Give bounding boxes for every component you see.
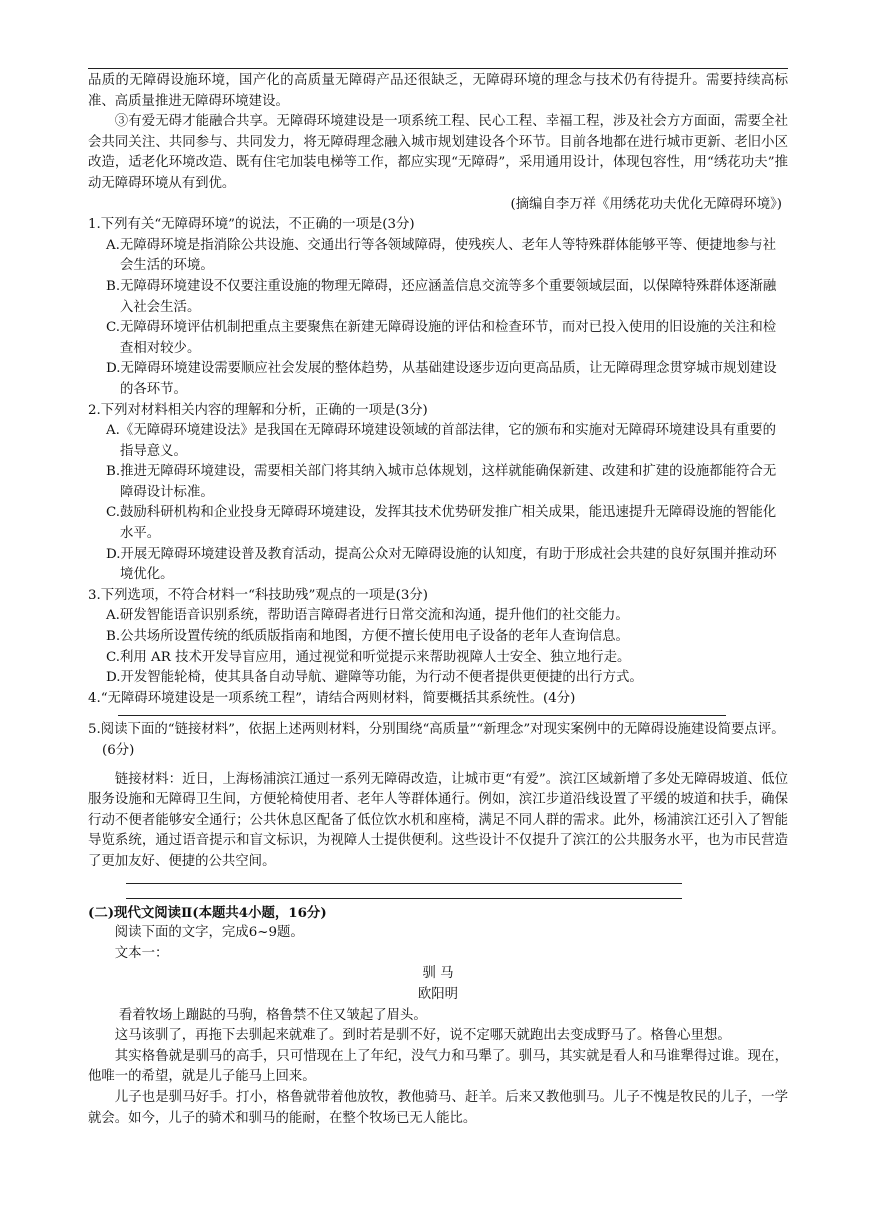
top-rule (88, 68, 788, 69)
passage-paragraph: 品质的无障碍设施环境，国产化的高质量无障碍产品还很缺乏，无障碍环境的理念与技术仍有待提升。需要持续高标准、高质量推进无障碍环境建设。 (88, 73, 788, 109)
option-d: D.无障碍环境建设需要顺应社会发展的整体趋势，从基础建设逐步迈向更高品质，让无障碍理念贯穿城市规划建设的各环节。 (106, 361, 777, 397)
question-stem: 1.下列有关“无障碍环境”的说法，不正确的一项是(3分) (88, 217, 415, 233)
document-page (88, 68, 788, 1129)
link-material: 链接材料：近日，上海杨浦滨江通过一系列无障碍改造，让城市更“有爱”。滨江区域新增了多处无障碍坡道、低位服务设施和无障碍卫生间，方便轮椅使用者、老年人等群体通行。例如，滨江步道沿线设置了平缓的坡道和扶手，确保行动不便者能够安全通行；公共休息区配备了低位饮水机和座椅，满足不同人群的需求。此外，杨浦滨江还引入了智能导览系统，通过语音提示和盲文标识，为视障人士提供便利。这些设计不仅提升了滨江的公共服务水平，也为市民营造了更加友好、便捷的公共空间。 (88, 771, 788, 869)
story-paragraph: 其实格鲁就是驯马的高手，只可惜现在上了年纪，没气力和马犟了。驯马，其实就是看人和马谁犟得过谁。现在，他唯一的希望，就是儿子能马上回来。 (88, 1048, 788, 1085)
option-c: C.无障碍环境评估机制把重点主要聚焦在新建无障碍设施的评估和检查环节，而对已投入使用的旧设施的关注和检查相对较少。 (106, 320, 777, 356)
story-title: 驯 马 (422, 966, 454, 982)
instruction: 阅读下面的文字，完成6~9题。 (114, 925, 304, 941)
question-stem: 4.“无障碍环境建设是一项系统工程”，请结合两则材料，简要概括其系统性。(4分) (88, 690, 576, 706)
text-label: 文本一： (114, 945, 169, 961)
story-author: 欧阳明 (417, 986, 459, 1002)
option-b: B.无障碍环境建设不仅要注重设施的物理无障碍，还应涵盖信息交流等多个重要领域层面，以保障特殊群体逐渐融入社会生活。 (106, 278, 777, 315)
story-paragraph: 儿子也是驯马好手。打小，格鲁就带着他放牧，教他骑马、赶羊。后来又教他驯马。儿子不愧是牧民的儿子，一学就会。如今，儿子的骑术和驯马的能耐，在整个牧场已无人能比。 (88, 1089, 788, 1126)
passage-paragraph: ③有爱无碍才能融合共享。无障碍环境建设是一项系统工程、民心工程、幸福工程，涉及社会方方面面，需要全社会共同关注、共同参与、共同发力，将无障碍理念融入城市规划建设各个环节。目前各地都在进行城市更新、老旧小区改造，适老化环境改造、既有住宅加装电梯等工作，都应实现“无障碍”，采用通用设计，体现包容性，用“绣花功夫”推动无障碍环境从有到优。 (88, 114, 788, 191)
answer-line (126, 883, 682, 884)
question-stem: 2.下列对材料相关内容的理解和分析，正确的一项是(3分) (88, 402, 428, 418)
answer-line (118, 715, 726, 716)
option-d: D.开展无障碍环境建设普及教育活动，提高公众对无障碍设施的认知度，有助于形成社会共建的良好氛围并推动环境优化。 (106, 546, 777, 583)
option-b: B.公共场所设置传统的纸质版指南和地图，方便不擅长使用电子设备的老年人查询信息。 (106, 629, 629, 645)
option-d: D.开发智能轮椅，使其具备自动导航、避障等功能，为行动不便者提供更便捷的出行方式。 (106, 670, 643, 686)
section-heading: (二)现代文阅读Ⅱ(本题共4小题，16分) (88, 904, 327, 921)
option-a: A.研发智能语音识别系统，帮助语言障碍者进行日常交流和沟通，提升他们的社交能力。 (106, 608, 629, 624)
question-stem: 3.下列选项，不符合材料一“科技助残”观点的一项是(3分) (88, 587, 429, 603)
option-c: C.利用 AR 技术开发导盲应用，通过视觉和听觉提示来帮助视障人士安全、独立地行走。 (106, 649, 631, 665)
source-citation: (摘编自李万祥《用绣花功夫优化无障碍环境》) (510, 196, 782, 212)
story-paragraph: 看着牧场上蹦跶的马驹，格鲁禁不住又皱起了眉头。 (118, 1007, 427, 1023)
option-c: C.鼓励科研机构和企业投身无障碍环境建设，发挥其技术优势研发推广相关成果，能迅速提升无障碍设施的智能化水平。 (106, 505, 777, 542)
option-a: A.《无障碍环境建设法》是我国在无障碍环境建设领域的首部法律，它的颁布和实施对无障碍环境建设具有重要的指导意义。 (106, 423, 777, 459)
question-stem: 5.阅读下面的“链接材料”，依据上述两则材料，分别围绕“高质量”“新理念”对现实案例中的无障碍设施建设简要点评。(6分) (88, 722, 785, 758)
option-a: A.无障碍环境是指消除公共设施、交通出行等各领域障碍，使残疾人、老年人等特殊群体能够平等、便捷地参与社会生活的环境。 (106, 237, 777, 274)
answer-line (126, 898, 682, 899)
option-b: B.推进无障碍环境建设，需要相关部门将其纳入城市总体规划，这样就能确保新建、改建和扩建的设施都能符合无障碍设计标准。 (106, 464, 777, 500)
story-paragraph: 这马该驯了，再拖下去驯起来就难了。到时若是驯不好，说不定哪天就跑出去变成野马了。格鲁心里想。 (114, 1028, 731, 1044)
